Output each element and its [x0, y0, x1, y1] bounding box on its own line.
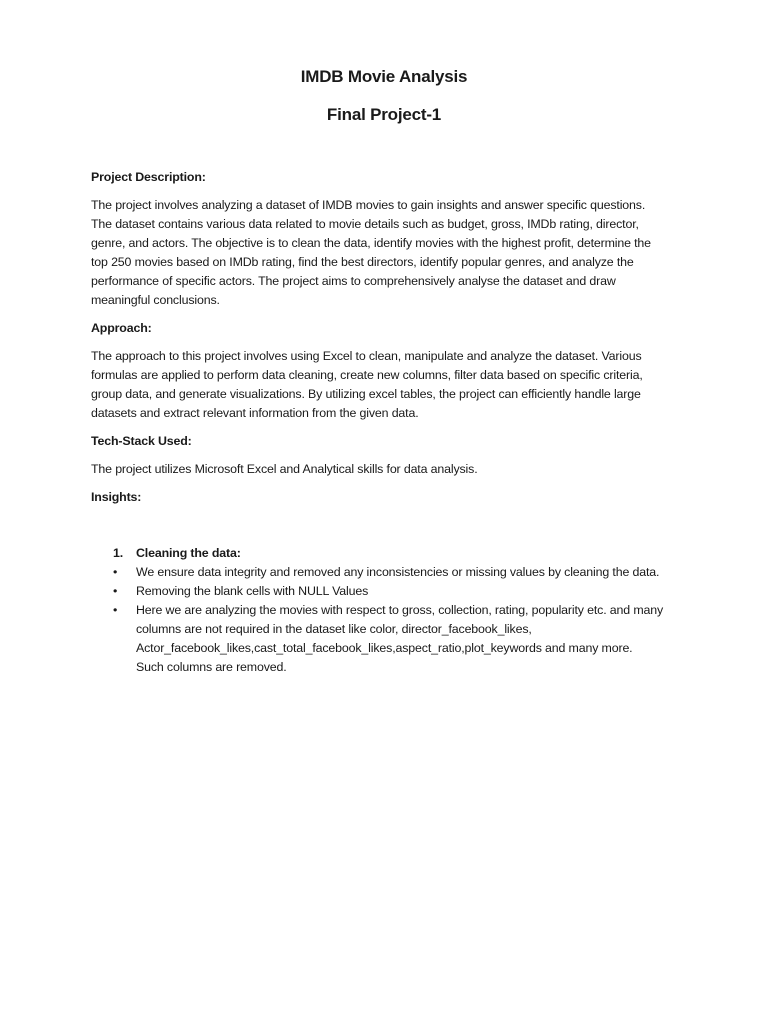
list-item-numbered — [91, 544, 663, 563]
list-item-title: Cleaning the data: — [136, 546, 241, 560]
bullet-icon: • — [113, 584, 118, 598]
list-item — [91, 601, 663, 677]
insights-heading: Insights: — [91, 490, 142, 504]
list-number: 1. — [113, 546, 124, 560]
techstack-heading: Tech-Stack Used: — [91, 434, 192, 448]
list-item-text: Removing the blank cells with NULL Values — [136, 584, 369, 598]
approach-paragraph: The approach to this project involves using Excel to clean, manipulate and analyze the dataset. Various formulas are applied to perform data cleaning, create new columns, filter data based on specific criteria, group data, and generate visualizations. By utilizing excel tables, the project can efficiently handle large datasets and extract relevant information from the given data. — [91, 349, 643, 420]
bullet-icon: • — [113, 603, 118, 617]
section-spacer — [91, 516, 663, 544]
document-subtitle: Final Project-1 — [326, 105, 442, 124]
document-body — [91, 168, 663, 677]
list-item — [91, 563, 663, 582]
bullet-icon: • — [113, 565, 118, 579]
techstack-paragraph: The project utilizes Microsoft Excel and Analytical skills for data analysis. — [91, 462, 478, 476]
list-item-text: We ensure data integrity and removed any inconsistencies or missing values by cleaning the data. — [136, 565, 660, 579]
document-title: IMDB Movie Analysis — [300, 67, 468, 86]
list-item-text: Here we are analyzing the movies with respect to gross, collection, rating, popularity etc. and many columns are not required in the dataset like color, director_facebook_likes, Actor_facebook_likes,cast_total_facebook_likes,aspect_ratio,plot_keywords and many more. Such columns are removed. — [136, 603, 664, 674]
description-heading: Project Description: — [91, 170, 206, 184]
description-paragraph: The project involves analyzing a dataset of IMDB movies to gain insights and answer specific questions. The dataset contains various data related to movie details such as budget, gross, IMDb rating, director, genre, and actors. The objective is to clean the data, identify movies with the highest profit, determine the top 250 movies based on IMDb rating, find the best directors, identify popular genres, and analyze the performance of specific actors. The project aims to comprehensively analyse the dataset and draw meaningful conclusions. — [91, 198, 651, 307]
list-item — [91, 582, 663, 601]
insights-list — [91, 544, 663, 677]
approach-heading: Approach: — [91, 321, 152, 335]
